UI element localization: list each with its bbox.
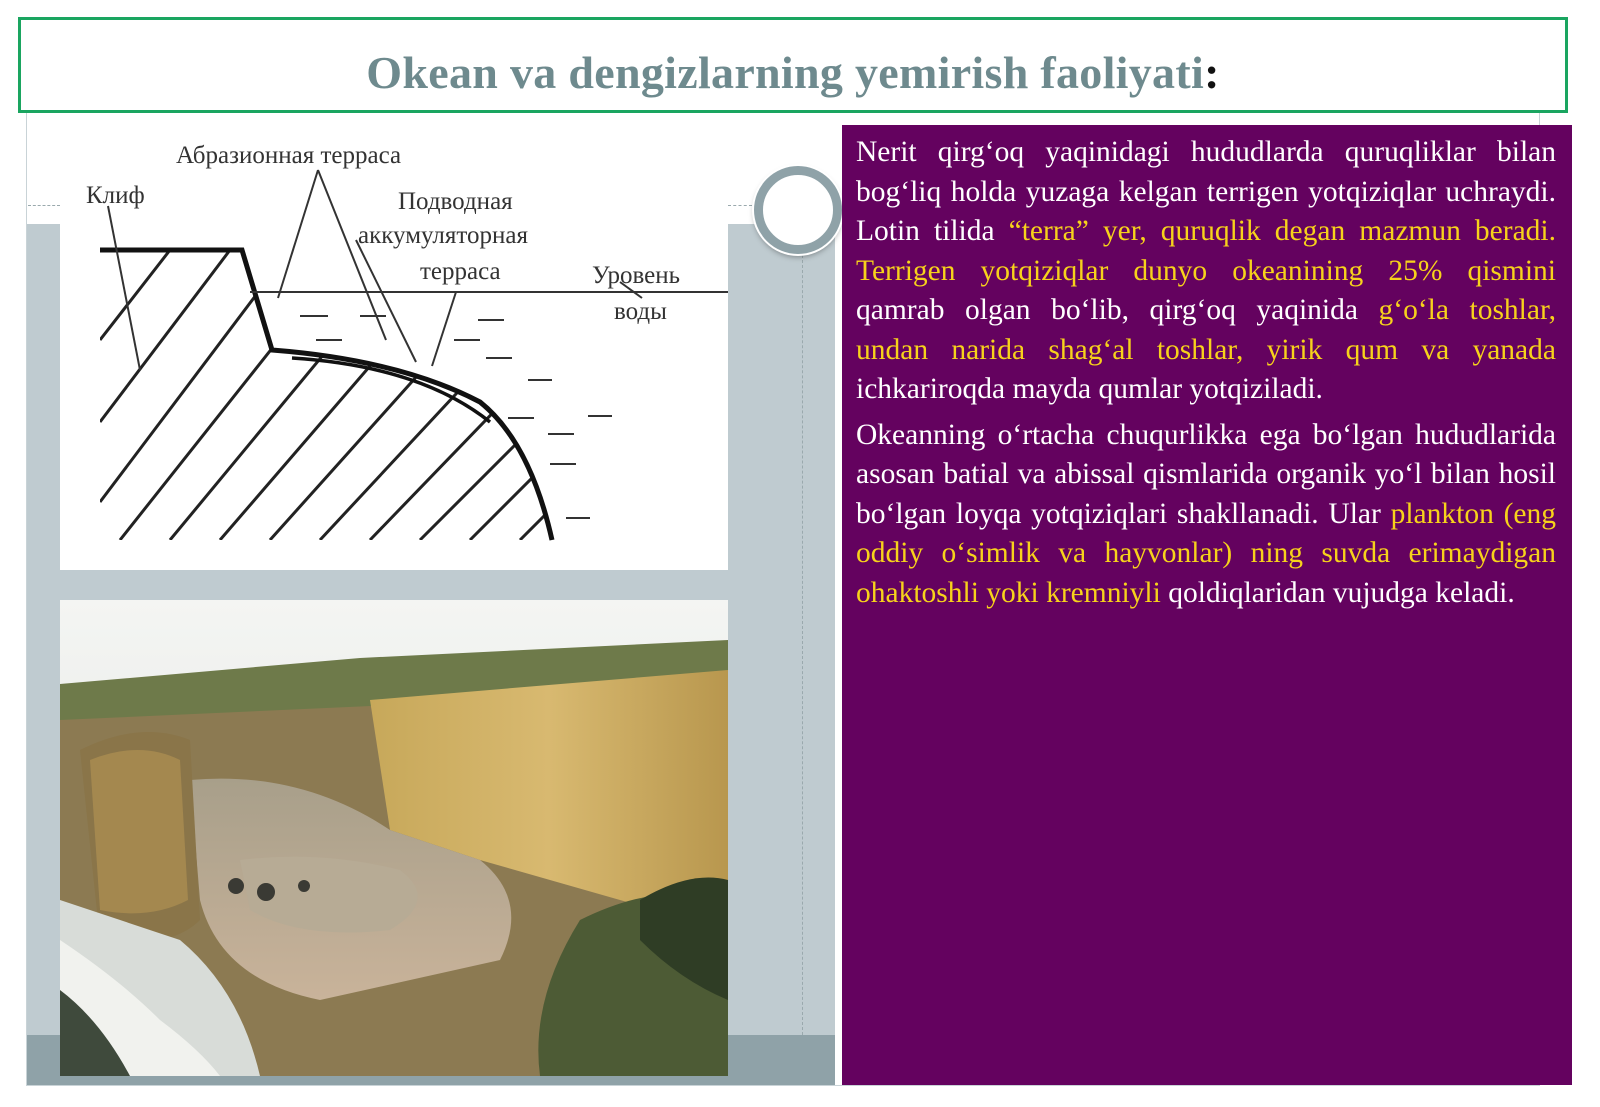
label-water-level-2: воды: [614, 298, 667, 325]
coastal-cliff-photo: [60, 600, 728, 1076]
label-underwater-terrace-1: Подводная: [398, 188, 513, 215]
title-colon: :: [1204, 46, 1220, 98]
label-abrasion-terrace: Абразионная терраса: [176, 142, 402, 169]
photo-svg: [60, 600, 728, 1076]
label-water-level-1: Уровень: [592, 262, 681, 289]
dotted-divider-vertical: [802, 250, 803, 1035]
coastal-abrasion-diagram: [60, 122, 728, 570]
diagram-svg: [60, 122, 728, 570]
page-title: Okean va dengizlarning yemirish faoliyati:: [366, 46, 1220, 98]
label-underwater-terrace-2: аккумуляторная: [358, 222, 528, 249]
dotted-divider-left: [28, 205, 60, 206]
label-underwater-terrace-3: терраса: [420, 258, 501, 285]
text-panel: [842, 125, 1572, 1085]
dotted-divider-mid: [728, 205, 752, 206]
paragraph-1: Nerit qirg‘oq yaqinidagi hududlarda quruqliklar bilan bog‘liq holda yuzaga kelgan terrigen yotqiziqlar uchraydi. Lotin tilida “terra” yer, quruqlik degan mazmun beradi. Terrigen yotqiziqlar dunyo okeanining 25% qismini qamrab olgan bo‘lib, qirg‘oq yaqinida g‘o‘la toshlar, undan narida shag‘al toshlar, yirik qum va yanada ichkariroqda mayda qumlar yotqiziladi.: [856, 136, 1556, 405]
label-cliff: Клиф: [86, 182, 145, 209]
title-box: [18, 17, 1568, 113]
paragraph-2: Okeanning o‘rtacha chuqurlikka ega bo‘lgan hududlarida asosan batial va abissal qismlarida organik yo‘l bilan hosil bo‘lgan loyqa yotqiziqlari shakllanadi. Ular plankton (eng oddiy o‘simlik va hayvonlar) ning suvda erimaydigan ohaktoshli yoki kremniyli qoldiqlaridan vujudga keladi.: [856, 418, 1556, 609]
decorative-circle-badge: [754, 166, 842, 254]
